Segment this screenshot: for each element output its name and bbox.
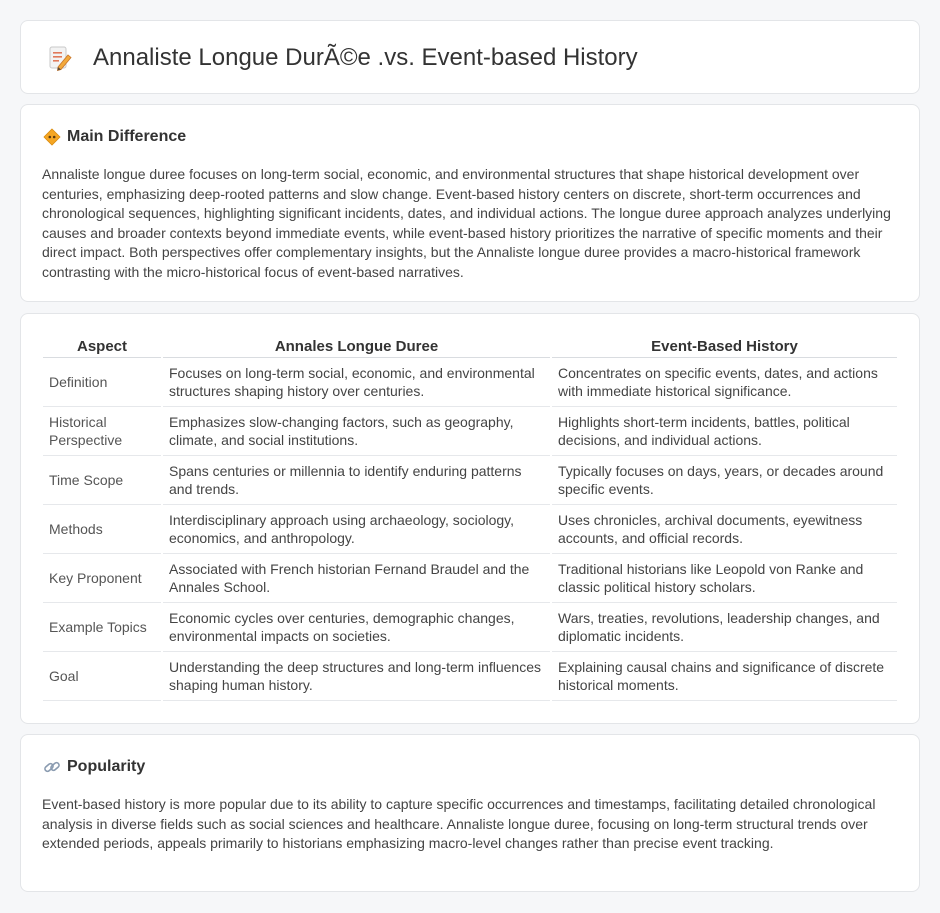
row-longue-duree: Emphasizes slow-changing factors, such as geography, climate, and social institutions. [163,407,550,456]
row-aspect: Goal [43,652,161,701]
comparison-table [41,334,899,701]
link-icon [43,758,61,776]
row-longue-duree: Economic cycles over centuries, demographic changes, environmental impacts on societies. [163,603,550,652]
main-difference-text: Annaliste longue duree focuses on long-term social, economic, and environmental structures that shape historical development over centuries, emphasizing deep-rooted patterns and slow change. Event-based history centers on discrete, short-term occurrences and chronological sequences, highlighting significant incidents, dates, and individual actions. The longue duree approach analyzes underlying causes and broader contexts beyond immediate events, while event-based history prioritizes the narrative of specific moments and their direct impact. Both perspectives offer complementary insights, but the Annaliste longue duree provides a macro-historical framework contrasting with the micro-historical focus of event-based narratives. [42,166,891,280]
popularity-heading: Popularity [67,758,146,775]
row-event-based: Concentrates on specific events, dates, and actions with immediate historical significance. [552,358,897,407]
table-row [43,554,897,603]
title-card [20,20,920,94]
row-event-based: Highlights short-term incidents, battles, political decisions, and individual actions. [552,407,897,456]
table-row [43,603,897,652]
comparison-section [20,313,920,724]
row-longue-duree: Associated with French historian Fernand Braudel and the Annales School. [163,554,550,603]
table-header-row [43,334,897,358]
row-aspect: Definition [43,358,161,407]
page-title: Annaliste Longue DurÃ©e .vs. Event-based History [93,44,638,71]
header-longue-duree: Annales Longue Duree [163,334,550,358]
table-row [43,505,897,554]
row-longue-duree: Interdisciplinary approach using archaeology, sociology, economics, and anthropology. [163,505,550,554]
row-aspect: Example Topics [43,603,161,652]
main-difference-heading: Main Difference [67,128,187,145]
document-pencil-icon [47,45,73,71]
row-event-based: Traditional historians like Leopold von Ranke and classic political history scholars. [552,554,897,603]
popularity-header [43,757,145,777]
row-longue-duree: Spans centuries or millennia to identify enduring patterns and trends. [163,456,550,505]
table-row [43,358,897,407]
row-event-based: Uses chronicles, archival documents, eyewitness accounts, and official records. [552,505,897,554]
table-row [43,652,897,701]
row-aspect: Methods [43,505,161,554]
row-aspect: Key Proponent [43,554,161,603]
row-aspect: Time Scope [43,456,161,505]
table-row [43,407,897,456]
main-difference-header [43,127,186,147]
header-event-based: Event-Based History [552,334,897,358]
row-aspect: Historical Perspective [43,407,161,456]
row-longue-duree: Understanding the deep structures and long-term influences shaping human history. [163,652,550,701]
diamond-icon [43,128,61,146]
row-longue-duree: Focuses on long-term social, economic, and environmental structures shaping history over centuries. [163,358,550,407]
popularity-section [20,734,920,892]
header-aspect: Aspect [43,334,161,358]
popularity-text: Event-based history is more popular due to its ability to capture specific occurrences and timestamps, facilitating detailed chronological analysis in diverse fields such as social sciences and healthcare. Annaliste longue duree, focusing on long-term structural trends over extended periods, appeals primarily to historians emphasizing macro-level changes rather than precise event tracking. [42,796,876,851]
table-row [43,456,897,505]
main-difference-section [20,104,920,302]
row-event-based: Explaining causal chains and significance of discrete historical moments. [552,652,897,701]
row-event-based: Wars, treaties, revolutions, leadership changes, and diplomatic incidents. [552,603,897,652]
row-event-based: Typically focuses on days, years, or decades around specific events. [552,456,897,505]
